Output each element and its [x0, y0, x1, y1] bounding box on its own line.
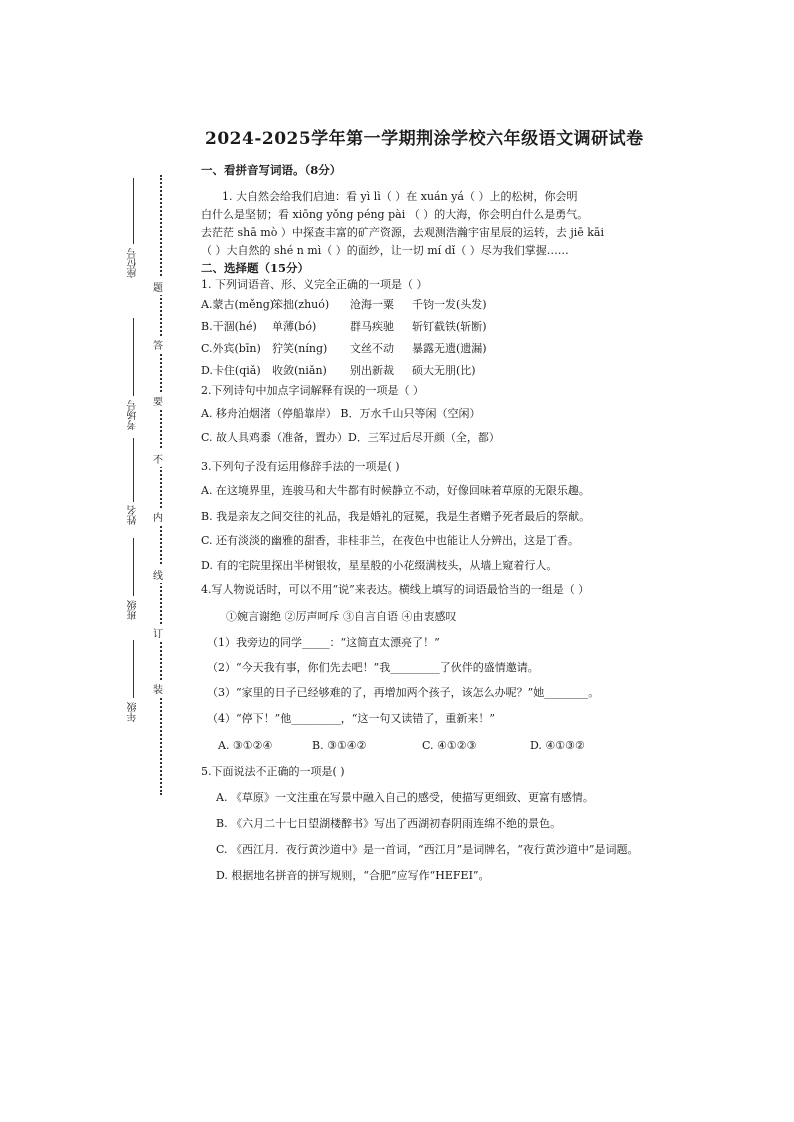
- q1-option-b-word1: B.干涸(hé): [201, 320, 257, 333]
- q5-option: A. 《草原》一文注重在写景中融入自己的感受，使描写更细致、更富有感情。: [216, 791, 594, 804]
- seal-char: 题: [153, 278, 163, 295]
- q4-item: （2）“今天我有事，你们先去吧！”我_________了伙伴的盛情邀请。: [207, 661, 539, 674]
- seal-char: 线: [153, 566, 163, 583]
- q1-stem: 1. 下列词语音、形、义完全正确的一项是（ ）: [201, 278, 428, 291]
- seal-char: 答: [153, 336, 163, 353]
- class-blank: [133, 538, 134, 596]
- q4-answer-b: B. ③①④②: [312, 739, 367, 752]
- exam-room-blank: [133, 318, 134, 396]
- q4-item: （4）“停下！”他_________，“这一句又读错了，重新来！”: [207, 712, 495, 725]
- binding-dotted-line: [160, 175, 162, 795]
- q2-stem: 2.下列诗句中加点字词解释有误的一项是（ ）: [201, 384, 424, 397]
- seat-number-label: 座位号: [128, 248, 139, 278]
- q3-option: D. 有的宅院里探出半树银妆，星星般的小花缀满枝头，从墙上窥着行人。: [201, 559, 558, 572]
- q1-option-a-word1: A.蒙古(měng): [201, 298, 275, 311]
- q1-option-b-word2: 单薄(bó): [272, 320, 317, 333]
- grade-label: 年级: [128, 702, 139, 722]
- section1-line: （ ）大自然的 shé n mì（ ）的面纱，让一切 mí dǐ（ ）尽为我们掌握……: [201, 244, 569, 257]
- grade-blank: [133, 640, 134, 698]
- q4-answer-a: A. ③①②④: [218, 739, 273, 752]
- q5-stem: 5.下面说法不正确的一项是( ): [201, 765, 345, 778]
- q1-option-d-word2: 收敛(niǎn): [272, 364, 327, 377]
- section1-line: 白什么是坚韧；看 xiōng yǒng péng pài （ ）的大海，你会明白什么是勇气。: [201, 208, 589, 221]
- section1-heading: 一、看拼音写词语。（8分）: [201, 163, 342, 177]
- q1-option-a-word2: 笨拙(zhuó): [272, 298, 330, 311]
- q5-option: C. 《西江月．夜行黄沙道中》是一首词，“西江月”是词牌名，“夜行黄沙道中”是词题。: [216, 843, 639, 856]
- q4-choice-list: ①婉言谢绝 ②厉声呵斥 ③自言自语 ④由衷感叹: [226, 610, 457, 623]
- q1-option-d-word1: D.卡住(qiǎ): [201, 364, 261, 377]
- q1-option-d-word4: 硕大无朋(比): [412, 364, 476, 377]
- q1-option-c-word4: 暴露无遗(遗漏): [412, 342, 487, 355]
- q3-option: C. 还有淡淡的幽雅的甜香，非桂非兰，在夜色中也能让人分辨出，这是丁香。: [201, 534, 580, 547]
- name-blank: [133, 438, 134, 502]
- q1-option-a-word3: 沧海一粟: [350, 298, 394, 311]
- seal-char: 要: [153, 392, 163, 409]
- seal-char: 装: [153, 680, 163, 697]
- name-label: 姓名: [128, 505, 139, 525]
- exam-title: 2024-2025学年第一学期荆涂学校六年级语文调研试卷: [205, 129, 644, 149]
- q1-option-b-word4: 斩钉截铁(斩断): [412, 320, 487, 333]
- q4-stem: 4.写人物说话时，可以不用“说”来表达。横线上填写的词语最恰当的一组是（ ）: [201, 583, 590, 596]
- section1-line: 1. 大自然会给我们启迪：看 yì lì（ ）在 xuán yá（ ）上的松树，你会明: [222, 190, 578, 203]
- seat-number-blank: [133, 178, 134, 244]
- q3-option: A. 在这境界里，连骏马和大牛都有时候静立不动，好像回味着草原的无限乐趣。: [201, 484, 590, 497]
- seal-char: 内: [153, 508, 163, 525]
- section1-line: 去茫茫 shā mò ）中探查丰富的矿产资源，去观测浩瀚宇宙星辰的运转，去 jiē kāi: [201, 226, 605, 239]
- q4-answer-d: D. ④①③②: [530, 739, 585, 752]
- q1-option-c-word1: C.外宾(bīn): [201, 342, 261, 355]
- q1-option-c-word3: 文丝不动: [350, 342, 394, 355]
- q4-item: （1）我旁边的同学_____：“这简直太漂亮了！”: [207, 636, 440, 649]
- q1-option-c-word2: 狞笑(níng): [272, 342, 328, 355]
- q5-option: D. 根据地名拼音的拼写规则，“合肥”应写作“HEFEI”。: [216, 869, 490, 882]
- q3-option: B. 我是亲友之间交往的礼品，我是婚礼的冠冕，我是生者赠予死者最后的祭献。: [201, 510, 591, 523]
- q1-option-a-word4: 千钧一发(头发): [412, 298, 487, 311]
- class-label: 班级: [128, 600, 139, 620]
- q4-item: （3）“家里的日子已经够难的了，再增加两个孩子，该怎么办呢？”她________。: [207, 686, 600, 699]
- q5-option: B. 《六月二十七日望湖楼醉书》写出了西湖初春阴雨连绵不绝的景色。: [216, 817, 562, 830]
- seal-char: 订: [153, 624, 163, 641]
- exam-room-label: 考场号: [128, 400, 139, 430]
- q2-option-line: A. 移舟泊烟渚（停船靠岸） B．万水千山只等闲（空闲）: [201, 407, 481, 420]
- q2-option-line: C. 故人具鸡黍（准备，置办）D．三军过后尽开颜（全，都）: [201, 431, 500, 444]
- section2-heading: 二、选择题（15分）: [201, 261, 310, 275]
- q1-option-b-word3: 群马疾驰: [350, 320, 394, 333]
- seal-char: 不: [153, 450, 163, 467]
- q4-answer-c: C. ④①②③: [422, 739, 477, 752]
- q3-stem: 3.下列句子没有运用修辞手法的一项是( ): [201, 460, 400, 473]
- q1-option-d-word3: 别出新裁: [350, 364, 394, 377]
